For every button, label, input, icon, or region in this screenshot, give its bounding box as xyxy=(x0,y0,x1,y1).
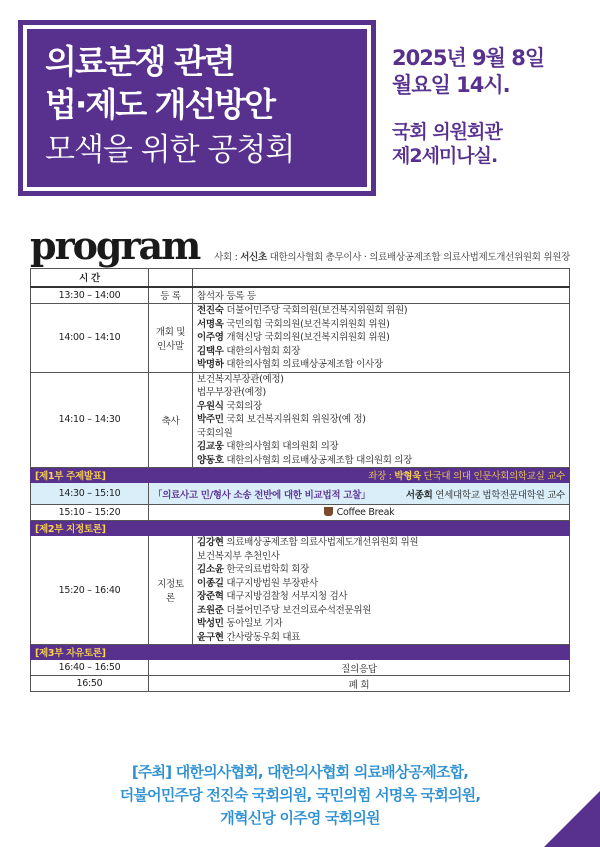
section-label: [제2부 지정토론] xyxy=(35,524,106,535)
speaker-line: 박성민 동아일보 기자 xyxy=(197,618,283,629)
table-header-row xyxy=(31,269,570,287)
speaker-line: 우원식 국회의장 xyxy=(197,400,262,412)
speaker-line: 서명옥 국민의힘 국회의원(보건복지위원회 위원) xyxy=(197,318,390,330)
speaker-line: 장준혁 대구지방검찰청 서부지청 검사 xyxy=(197,591,348,602)
speaker-line: 조원준 더불어민주당 보건의료수석전문위원 xyxy=(197,604,372,616)
program-heading: program xyxy=(30,223,200,268)
event-time: 월요일 14시. xyxy=(392,73,510,98)
row-category: 축사 xyxy=(149,372,193,468)
section-header-3 xyxy=(31,645,570,660)
row-content: 폐 회 xyxy=(149,676,570,692)
row-time: 16:50 xyxy=(31,676,149,692)
table-row xyxy=(31,505,570,521)
event-venue: 국회 의원회관 xyxy=(392,120,502,143)
table-row xyxy=(31,372,570,468)
speaker-line: 국회의원 xyxy=(197,427,233,439)
presenter: 서종희 연세대학교 법학전문대학원 교수 xyxy=(405,489,565,501)
row-time: 15:20 – 16:40 xyxy=(31,536,149,645)
speaker-line: 이종길 대구지방법원 부장판사 xyxy=(197,577,318,589)
row-content: 질의응답 xyxy=(149,660,570,676)
row-content: 참석자 등록 등 xyxy=(193,287,570,304)
coffee-cup-icon xyxy=(324,507,333,516)
row-category: 등 록 xyxy=(149,287,193,304)
speaker-line: 윤구현 간사랑동우회 대표 xyxy=(197,631,301,643)
presentation-title: 「의료사고 민/형사 소송 전반에 대한 비교법적 고찰」 xyxy=(153,489,371,501)
title-line-1: 의료분쟁 관련 xyxy=(45,42,234,81)
title-line-2: 법·제도 개선방안 xyxy=(45,85,275,124)
speaker-line: 김교웅 대한의사협회 대의원회 의장 xyxy=(197,441,339,452)
row-time: 16:40 – 16:50 xyxy=(31,660,149,676)
row-category: 개회 및 인사말 xyxy=(149,304,193,373)
speaker-line: 김택우 대한의사협회 회장 xyxy=(197,345,301,357)
host-name: 서신초 xyxy=(240,252,267,263)
host-desc: 대한의사협회 총무이사 · 의료배상공제조합 의료사법제도개선위원회 위원장 xyxy=(266,252,570,263)
speaker-line: 양동호 대한의사협회 의료배상공제조합 대의원회 의장 xyxy=(197,454,413,466)
row-category: 지정토론 xyxy=(149,536,193,645)
coffee-break-label: Coffee Break xyxy=(336,507,395,518)
row-time: 13:30 – 14:00 xyxy=(31,287,149,304)
program-table xyxy=(30,268,570,692)
host-info xyxy=(214,249,570,263)
event-date: 2025년 9월 8일 xyxy=(392,46,545,70)
title-box xyxy=(18,20,376,196)
speaker-line: 전진숙 더불어민주당 국회의원(보건복지위원회 위원) xyxy=(197,305,408,316)
speaker-line: 이주영 개혁신당 국회의원(보건복지위원회 위원) xyxy=(197,332,390,343)
table-row xyxy=(31,676,570,692)
row-speakers xyxy=(193,304,570,373)
organizers-line-3: 개혁신당 이주영 국회의원 xyxy=(220,809,380,827)
row-time: 14:00 – 14:10 xyxy=(31,304,149,373)
event-info xyxy=(392,45,544,169)
chair-info: 좌장 : 박형욱 단국대 의대 인문사회의학교실 교수 xyxy=(368,471,565,482)
row-speakers xyxy=(193,372,570,468)
speaker-line: 김소윤 한국의료법학회 회장 xyxy=(197,564,309,575)
corner-decoration xyxy=(544,791,600,847)
organizers-line-2: 더불어민주당 전진숙 국회의원, 국민의힘 서명옥 국회의원, xyxy=(119,786,481,804)
presentation-row xyxy=(31,483,570,505)
speaker-line: 김강현 의료배상공제조합 의료사법제도개선위원회 위원 xyxy=(197,537,419,548)
row-time: 15:10 – 15:20 xyxy=(31,505,149,521)
speaker-line: 법무부장관(예정) xyxy=(197,387,266,398)
speaker-line: 박명하 대한의사협회 의료배상공제조합 이사장 xyxy=(197,359,383,370)
time-header: 시 간 xyxy=(31,269,149,287)
event-room: 제2세미나실. xyxy=(392,145,498,168)
row-speakers xyxy=(193,536,570,645)
host-label: 사회 : xyxy=(214,252,241,263)
section-header-1 xyxy=(31,468,570,483)
table-row xyxy=(31,287,570,304)
organizers-line-1: [주최] 대한의사협회, 대한의사협회 의료배상공제조합, xyxy=(131,763,469,781)
table-row xyxy=(31,536,570,645)
section-header-2 xyxy=(31,521,570,536)
row-time: 14:30 – 15:10 xyxy=(31,483,149,505)
row-time: 14:10 – 14:30 xyxy=(31,372,149,468)
speaker-line: 보건복지부 추천인사 xyxy=(197,550,280,562)
section-label: [제3부 자유토론] xyxy=(35,648,106,659)
organizers xyxy=(0,761,600,830)
speaker-line: 박주민 국회 보건복지위원회 위원장(예 정) xyxy=(197,414,366,425)
table-row xyxy=(31,660,570,676)
title-line-3: 모색을 위한 공청회 xyxy=(45,132,295,168)
section-label: [제1부 주제발표] xyxy=(35,471,106,482)
speaker-line: 보건복지부장관(예정) xyxy=(197,373,284,385)
table-row xyxy=(31,304,570,373)
